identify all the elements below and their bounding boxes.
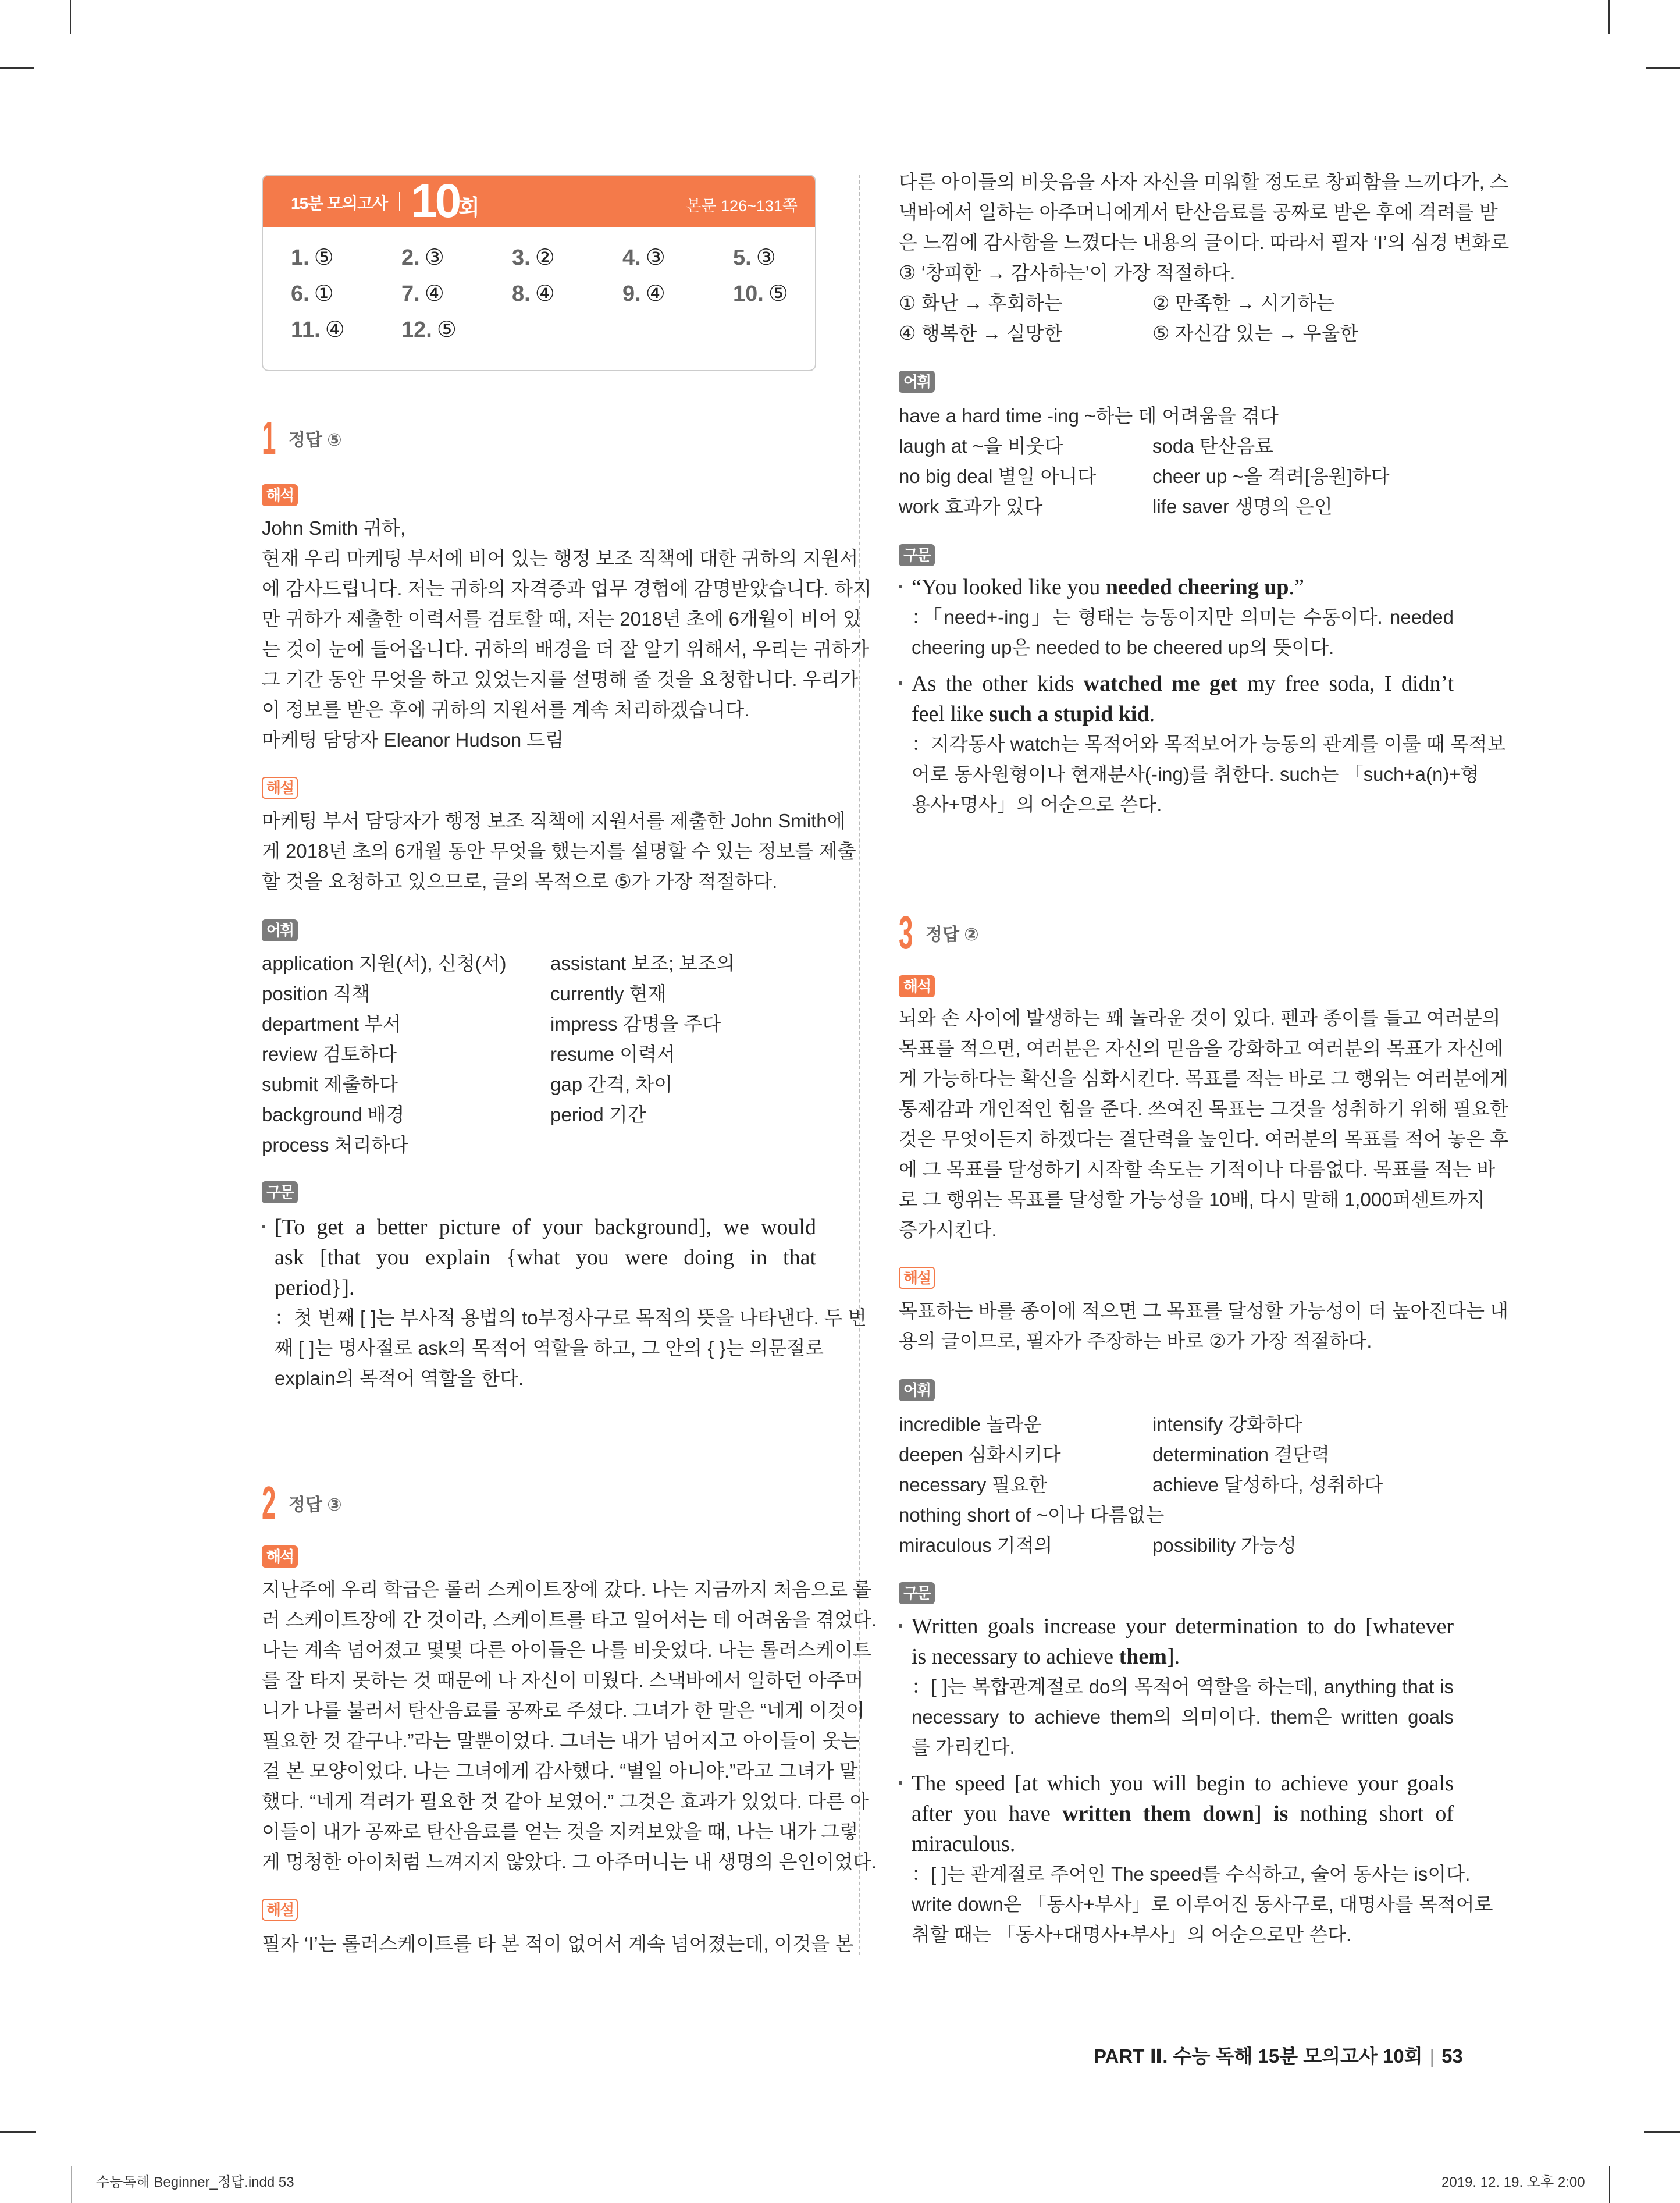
answer-number: 5. <box>733 246 752 270</box>
vocab-row <box>899 431 1454 461</box>
text-line: 필요한 것 같구나.”라는 말뿐이었다. 그녀는 내가 넘어지고 아이들이 웃는 <box>262 1730 860 1751</box>
text-line: 뇌와 손 사이에 발생하는 꽤 놀라운 것이 있다. 펜과 종이를 들고 여러분의 <box>899 1007 1501 1029</box>
q1-syntax <box>262 1212 867 1399</box>
answer-number: 6. <box>291 282 309 306</box>
grammar-note-line: 어로 동사원형이나 현재분사(-ing)를 취한다. such는 「such+a(n)+형 <box>912 763 1479 785</box>
example-sentence-line <box>275 1212 816 1242</box>
footer-separator: | <box>1429 2045 1435 2067</box>
text-line: 것은 무엇이든지 하겠다는 결단력을 높인다. 여러분의 목표를 적어 놓은 후 <box>899 1128 1509 1150</box>
answer-choice: ② <box>535 246 555 270</box>
answer-item <box>512 280 555 307</box>
vocab-item: gap 간격, 차이 <box>550 1074 673 1095</box>
grammar-note-line: ：「need+-ing」는 형태는 능동이지만 의미는 수동이다. needed <box>912 606 1454 628</box>
bullet-icon <box>899 681 902 685</box>
text-line: 걸 본 모양이었다. 나는 그녀에게 감사했다. “별일 아니야.”라고 그녀가 말 <box>262 1760 858 1782</box>
vocabulary-badge: 어휘 <box>262 919 298 941</box>
answer-item <box>291 280 334 307</box>
answer-key-header <box>263 176 815 227</box>
vocab-row <box>262 1130 816 1160</box>
crop-mark <box>0 67 34 69</box>
answer-number: 10. <box>733 282 764 306</box>
emphasized-phrase: needed cheering up <box>1105 575 1289 599</box>
vocab-row <box>899 401 1454 431</box>
example-sentence-line <box>912 1799 1454 1829</box>
answer-number: 2. <box>401 246 420 270</box>
round-suffix: 회 <box>458 196 480 221</box>
q3-translation <box>899 1003 1509 1245</box>
vocab-row <box>899 1409 1454 1440</box>
vocab-row <box>899 461 1454 492</box>
vocab-item: laugh at ~을 비웃다 <box>899 435 1063 457</box>
vocab-item: assistant 보조; 보조의 <box>550 953 735 974</box>
answer-choice: ③ <box>756 246 776 270</box>
explanation-badge: 해설 <box>262 1899 298 1921</box>
vocab-row <box>899 288 1454 318</box>
sentence-text: ask [that you explain {what you were doing in that <box>275 1245 816 1270</box>
bullet-icon <box>899 1624 902 1628</box>
grammar-note-line: necessary to achieve them의 의미이다. them은 written goals <box>912 1706 1454 1728</box>
vocab-item: no big deal 별일 아니다 <box>899 466 1097 487</box>
answer-label: 정답 ⑤ <box>289 431 342 450</box>
q1-vocabulary <box>262 948 816 1160</box>
answer-key-box <box>262 175 816 371</box>
text-line: 마케팅 담당자 Eleanor Hudson 드림 <box>262 729 564 751</box>
vocab-row <box>262 1069 816 1100</box>
vocab-item: department 부서 <box>262 1013 401 1035</box>
vocab-item: life saver 생명의 은인 <box>1152 496 1333 517</box>
grammar-note-line: ：[ ]는 관계절로 주어인 The speed를 수식하고, 술어 동사는 is이다. <box>912 1863 1471 1885</box>
answer-item <box>622 280 665 307</box>
answer-item <box>401 317 457 343</box>
q3-explanation <box>899 1296 1509 1356</box>
vocab-item: ⑤ 자신감 있는 → 우울한 <box>1152 322 1359 344</box>
answer-choice: ③ <box>424 246 444 270</box>
text-line: 를 잘 타지 못하는 것 때문에 나 자신이 미웠다. 스낵바에서 일하던 아주머 <box>262 1669 864 1691</box>
example-sentence-line <box>912 1829 1454 1859</box>
text-line: 목표를 적으면, 여러분은 자신의 믿음을 강화하고 여러분의 목표가 자신에 <box>899 1037 1503 1059</box>
vocab-item: intensify 강화하다 <box>1152 1413 1302 1435</box>
question-2-header <box>262 1477 342 1529</box>
grammar-note-line: ：지각동사 watch는 목적어와 목적보어가 능동의 관계를 이룰 때 목적보 <box>912 733 1506 755</box>
vocab-row <box>899 1530 1454 1561</box>
example-sentence-line <box>275 1242 816 1273</box>
emphasized-phrase: is <box>1273 1802 1289 1826</box>
q2-vocabulary <box>899 401 1454 522</box>
text-line: 다른 아이들의 비웃음을 사자 자신을 미워할 정도로 창피함을 느끼다가, 스 <box>899 171 1509 193</box>
sentence-text: my free soda, I didn’t <box>1237 671 1454 696</box>
answer-choice: ① <box>314 282 334 306</box>
answer-item <box>622 244 665 271</box>
vocab-item: position 직책 <box>262 983 371 1004</box>
bullet-icon <box>899 1781 902 1785</box>
vocab-item: soda 탄산음료 <box>1152 435 1274 457</box>
page-footer <box>1094 2041 1463 2069</box>
crop-mark <box>0 2131 36 2133</box>
crop-mark <box>70 0 71 34</box>
round-number: 10 <box>411 175 460 228</box>
vocab-item: work 효과가 있다 <box>899 496 1043 517</box>
vocab-item: resume 이력서 <box>550 1043 675 1065</box>
sentence-text: nothing short of <box>1288 1802 1454 1826</box>
sentence-text: is necessary to achieve <box>912 1644 1119 1669</box>
text-line: John Smith 귀하, <box>262 517 406 539</box>
explanation-badge: 해설 <box>899 1267 935 1289</box>
explanation-text <box>899 167 1510 288</box>
vocab-item: possibility 가능성 <box>1152 1534 1297 1556</box>
q1-translation <box>262 513 872 755</box>
answer-choice: ⑤ <box>314 246 334 270</box>
answer-number: 1. <box>291 246 309 270</box>
question-number: 3 <box>899 907 913 958</box>
answer-choice: ④ <box>535 282 555 306</box>
grammar-note-line: ：첫 번째 [ ]는 부사적 용법의 to부정사구로 목적의 뜻을 나타낸다. 두 번 <box>275 1307 867 1328</box>
example-sentence-line <box>912 1768 1454 1799</box>
emphasized-phrase: them <box>1119 1644 1167 1669</box>
text-line: 니가 나를 불러서 탄산음료를 공짜로 주셨다. 그녀가 한 말은 “네게 이것이 <box>262 1700 865 1721</box>
q3-syntax <box>899 1611 1493 1956</box>
bullet-icon <box>262 1225 265 1228</box>
syntax-badge: 구문 <box>899 1582 935 1604</box>
vocab-item: miraculous 기적의 <box>899 1534 1053 1556</box>
sentence-text: The speed [at which you will begin to achieve your goals <box>912 1771 1454 1796</box>
vocab-row <box>262 1100 816 1130</box>
text-line: 은 느낌에 감사함을 느꼈다는 내용의 글이다. 따라서 필자 ‘I’의 심경 변화로 <box>899 232 1510 253</box>
text-line: 그 기간 동안 무엇을 하고 있었는지를 설명해 줄 것을 요청합니다. 우리가 <box>262 669 859 690</box>
text-line: 로 그 행위는 목표를 달성할 가능성을 10배, 다시 말해 1,000퍼센트까지 <box>899 1189 1485 1210</box>
sentence-text: after you have <box>912 1802 1063 1826</box>
example-sentence-line <box>912 572 1454 602</box>
example-sentence-line <box>275 1273 816 1303</box>
emphasized-phrase: written them down <box>1062 1802 1255 1826</box>
sentence-text: period}]. <box>275 1275 355 1300</box>
crop-mark <box>1646 67 1680 69</box>
text-line: 증가시킨다. <box>899 1219 997 1241</box>
answer-label: 정답 ③ <box>289 1495 342 1515</box>
vocabulary-badge: 어휘 <box>899 1379 935 1401</box>
vocab-item: cheer up ~을 격려[응원]하다 <box>1152 466 1390 487</box>
text-line: 지난주에 우리 학급은 롤러 스케이트장에 갔다. 나는 지금까지 처음으로 롤 <box>262 1579 872 1600</box>
syntax-badge: 구문 <box>899 544 935 566</box>
answer-label: 정답 ② <box>926 925 979 944</box>
sentence-text: As the other kids <box>912 671 1084 696</box>
vocab-row <box>262 948 816 979</box>
grammar-note-line: explain의 목적어 역할을 한다. <box>275 1367 524 1389</box>
answer-choice: ④ <box>424 282 444 306</box>
vocab-row <box>899 318 1454 349</box>
vocab-row <box>262 1009 816 1039</box>
syntax-item <box>899 669 1506 820</box>
example-sentence-line <box>912 1611 1454 1641</box>
answer-choice: ④ <box>645 282 665 306</box>
vocab-item: ② 만족한 → 시기하는 <box>1152 292 1335 314</box>
text-line: 필자 ‘I’는 롤러스케이트를 타 본 적이 없어서 계속 넘어졌는데, 이것을 본 <box>262 1933 854 1955</box>
vocab-item: period 기간 <box>550 1104 646 1125</box>
answer-choice: ③ <box>645 246 665 270</box>
answer-choice: ④ <box>325 318 345 342</box>
answer-number: 11. <box>291 318 321 342</box>
q1-explanation <box>262 806 856 897</box>
syntax-item <box>899 572 1454 663</box>
vocabulary-badge: 어휘 <box>899 371 935 393</box>
answer-item <box>291 317 345 343</box>
vocab-item: achieve 달성하다, 성취하다 <box>1152 1474 1383 1495</box>
sentence-text: ]. <box>1166 1644 1180 1669</box>
text-line: 낵바에서 일하는 아주머니에게서 탄산음료를 공짜로 받은 후에 격려를 받 <box>899 201 1498 223</box>
answer-choice: ⑤ <box>768 282 788 306</box>
text-line: 통제감과 개인적인 힘을 준다. 쓰여진 목표는 그것을 성취하기 위해 필요한 <box>899 1098 1509 1120</box>
text-line: 게 2018년 초의 6개월 동안 무엇을 했는지를 설명할 수 있는 정보를 제출 <box>262 840 856 862</box>
bullet-icon <box>899 585 902 588</box>
explanation-badge: 해설 <box>262 777 298 799</box>
grammar-note-line: 취할 때는 「동사+대명사+부사」의 어순으로만 쓴다. <box>912 1924 1352 1945</box>
answer-number: 3. <box>512 246 531 270</box>
footer-part-title: PART Ⅱ. 수능 독해 15분 모의고사 10회 <box>1094 2045 1423 2067</box>
text-line: 목표하는 바를 종이에 적으면 그 목표를 달성할 가능성이 더 높아진다는 내 <box>899 1300 1509 1321</box>
page-number: 53 <box>1441 2045 1463 2067</box>
sentence-text: . <box>1149 702 1155 726</box>
sentence-text: feel like <box>912 702 989 726</box>
grammar-note-line: write down은 「동사+부사」로 이루어진 동사구로, 대명사를 목적어로 <box>912 1893 1493 1915</box>
sentence-text: [To get a better picture of your background], we would <box>275 1215 816 1239</box>
emphasized-phrase: watched me get <box>1083 671 1238 696</box>
text-line: ③ ‘창피한 → 감사하는’이 가장 적절하다. <box>899 262 1236 283</box>
answer-item <box>733 244 776 271</box>
translation-badge: 해석 <box>262 1545 298 1568</box>
vocab-item: necessary 필요한 <box>899 1474 1048 1495</box>
vocab-row <box>899 492 1454 522</box>
answer-number: 4. <box>622 246 641 270</box>
grammar-note-line: ：[ ]는 복합관계절로 do의 목적어 역할을 하는데, anything that is <box>912 1676 1454 1697</box>
series-title: 15분 모의고사 <box>291 194 388 212</box>
vocab-item: review 검토하다 <box>262 1043 397 1065</box>
question-3-header <box>899 907 979 958</box>
vocab-item: process 처리하다 <box>262 1134 409 1156</box>
q2-translation <box>262 1575 877 1877</box>
answer-item <box>401 280 444 307</box>
question-number: 2 <box>262 1477 276 1529</box>
text-line: 했다. “네게 격려가 필요한 것 같아 보였어.” 그것은 효과가 있었다. 다른 아 <box>262 1790 869 1812</box>
sentence-text: miraculous. <box>912 1832 1016 1856</box>
text-line: 할 것을 요청하고 있으므로, 글의 목적으로 ⑤가 가장 적절하다. <box>262 870 778 892</box>
sentence-text: .” <box>1289 575 1304 599</box>
vocab-item: background 배경 <box>262 1104 405 1125</box>
text-line: 에 그 목표를 달성하기 시작할 속도는 기적이나 다름없다. 목표를 적는 바 <box>899 1159 1496 1180</box>
answer-choice: ⑤ <box>436 318 457 342</box>
crop-mark <box>71 2166 72 2203</box>
print-slug-file: 수능독해 Beginner_정답.indd 53 <box>96 2174 294 2190</box>
sentence-text: ] <box>1254 1802 1273 1826</box>
print-slug-date: 2019. 12. 19. 오후 2:00 <box>1441 2174 1585 2190</box>
page-range: 본문 126~131쪽 <box>686 197 798 215</box>
q2-explanation-start <box>262 1929 854 1959</box>
answer-item <box>401 244 444 271</box>
vocab-row <box>899 1500 1454 1530</box>
vocab-row <box>262 1039 816 1069</box>
q2-syntax <box>899 572 1506 826</box>
vocab-row <box>899 1470 1454 1500</box>
answer-item <box>733 280 788 307</box>
example-sentence-line <box>912 699 1454 729</box>
text-line: 는 것이 눈에 들어옵니다. 귀하의 배경을 더 잘 알기 위해서, 우리는 귀하가 <box>262 638 869 660</box>
answer-options <box>899 288 1454 349</box>
crop-mark <box>1644 2131 1680 2133</box>
text-line: 현재 우리 마케팅 부서에 비어 있는 행정 보조 직책에 대한 귀하의 지원서 <box>262 548 859 569</box>
grammar-note-line: cheering up은 needed to be cheered up의 뜻이다. <box>912 637 1334 658</box>
separator <box>399 192 400 211</box>
answer-number: 9. <box>622 282 641 306</box>
example-sentence-line <box>912 1641 1454 1672</box>
vocab-item: impress 감명을 주다 <box>550 1013 721 1035</box>
syntax-item <box>899 1768 1493 1950</box>
q3-vocabulary <box>899 1409 1454 1561</box>
text-line: 용의 글이므로, 필자가 주장하는 바로 ②가 가장 적절하다. <box>899 1330 1372 1352</box>
grammar-note-line: 를 가리킨다. <box>912 1736 1015 1758</box>
sentence-text: Written goals increase your determination to do [whatever <box>912 1614 1454 1639</box>
answer-item <box>291 244 334 271</box>
syntax-item <box>262 1212 867 1394</box>
answer-number: 12. <box>401 318 432 342</box>
vocab-item: ④ 행복한 → 실망한 <box>899 322 1063 344</box>
question-1-header <box>262 412 342 464</box>
text-line: 이 정보를 받은 후에 귀하의 지원서를 계속 처리하겠습니다. <box>262 699 750 720</box>
emphasized-phrase: such a stupid kid <box>988 702 1149 726</box>
text-line: 마케팅 부서 담당자가 행정 보조 직책에 지원서를 제출한 John Smith에 <box>262 810 846 832</box>
syntax-badge: 구문 <box>262 1181 298 1203</box>
text-line: 나는 계속 넘어졌고 몇몇 다른 아이들은 나를 비웃었다. 나는 롤러스케이트 <box>262 1639 872 1661</box>
syntax-item <box>899 1611 1454 1763</box>
q2-explanation-cont <box>899 167 1510 349</box>
vocab-item: determination 결단력 <box>1152 1444 1330 1465</box>
vocab-item: have a hard time -ing ~하는 데 어려움을 겪다 <box>899 405 1279 427</box>
crop-mark <box>1608 0 1610 34</box>
answer-number: 7. <box>401 282 420 306</box>
vocab-item: deepen 심화시키다 <box>899 1444 1061 1465</box>
vocab-item: ① 화난 → 후회하는 <box>899 292 1063 314</box>
vocab-row <box>262 979 816 1009</box>
translation-badge: 해석 <box>899 975 935 997</box>
crop-mark <box>1609 2166 1610 2203</box>
text-line: 에 감사드립니다. 저는 귀하의 자격증과 업무 경험에 감명받았습니다. 하지 <box>262 578 872 599</box>
vocab-item: application 지원(서), 신청(서) <box>262 953 507 974</box>
grammar-note-line: 용사+명사」의 어순으로 쓴다. <box>912 794 1162 815</box>
vocab-row <box>899 1440 1454 1470</box>
grammar-note-line: 째 [ ]는 명사절로 ask의 목적어 역할을 하고, 그 안의 { }는 의문절로 <box>275 1337 824 1359</box>
text-line: 게 가능하다는 확신을 심화시킨다. 목표를 적는 바로 그 행위는 여러분에게 <box>899 1068 1509 1089</box>
vocab-item: submit 제출하다 <box>262 1074 398 1095</box>
question-number: 1 <box>262 412 276 464</box>
example-sentence-line <box>912 669 1454 699</box>
vocab-item: nothing short of ~이나 다름없는 <box>899 1504 1165 1526</box>
translation-badge: 해석 <box>262 484 298 506</box>
vocab-item: currently 현재 <box>550 983 667 1004</box>
text-line: 만 귀하가 제출한 이력서를 검토할 때, 저는 2018년 초에 6개월이 비어 있 <box>262 608 862 630</box>
text-line: 게 멍청한 아이처럼 느껴지지 않았다. 그 아주머니는 내 생명의 은인이었다. <box>262 1851 877 1872</box>
vocab-item: incredible 놀라운 <box>899 1413 1042 1435</box>
text-line: 이들이 내가 공짜로 탄산음료를 얻는 것을 지켜보았을 때, 나는 내가 그렇 <box>262 1821 859 1842</box>
text-line: 러 스케이트장에 간 것이라, 스케이트를 타고 일어서는 데 어려움을 겪었다. <box>262 1609 877 1630</box>
sentence-text: “You looked like you <box>912 575 1106 599</box>
answer-number: 8. <box>512 282 531 306</box>
answer-item <box>512 244 555 271</box>
